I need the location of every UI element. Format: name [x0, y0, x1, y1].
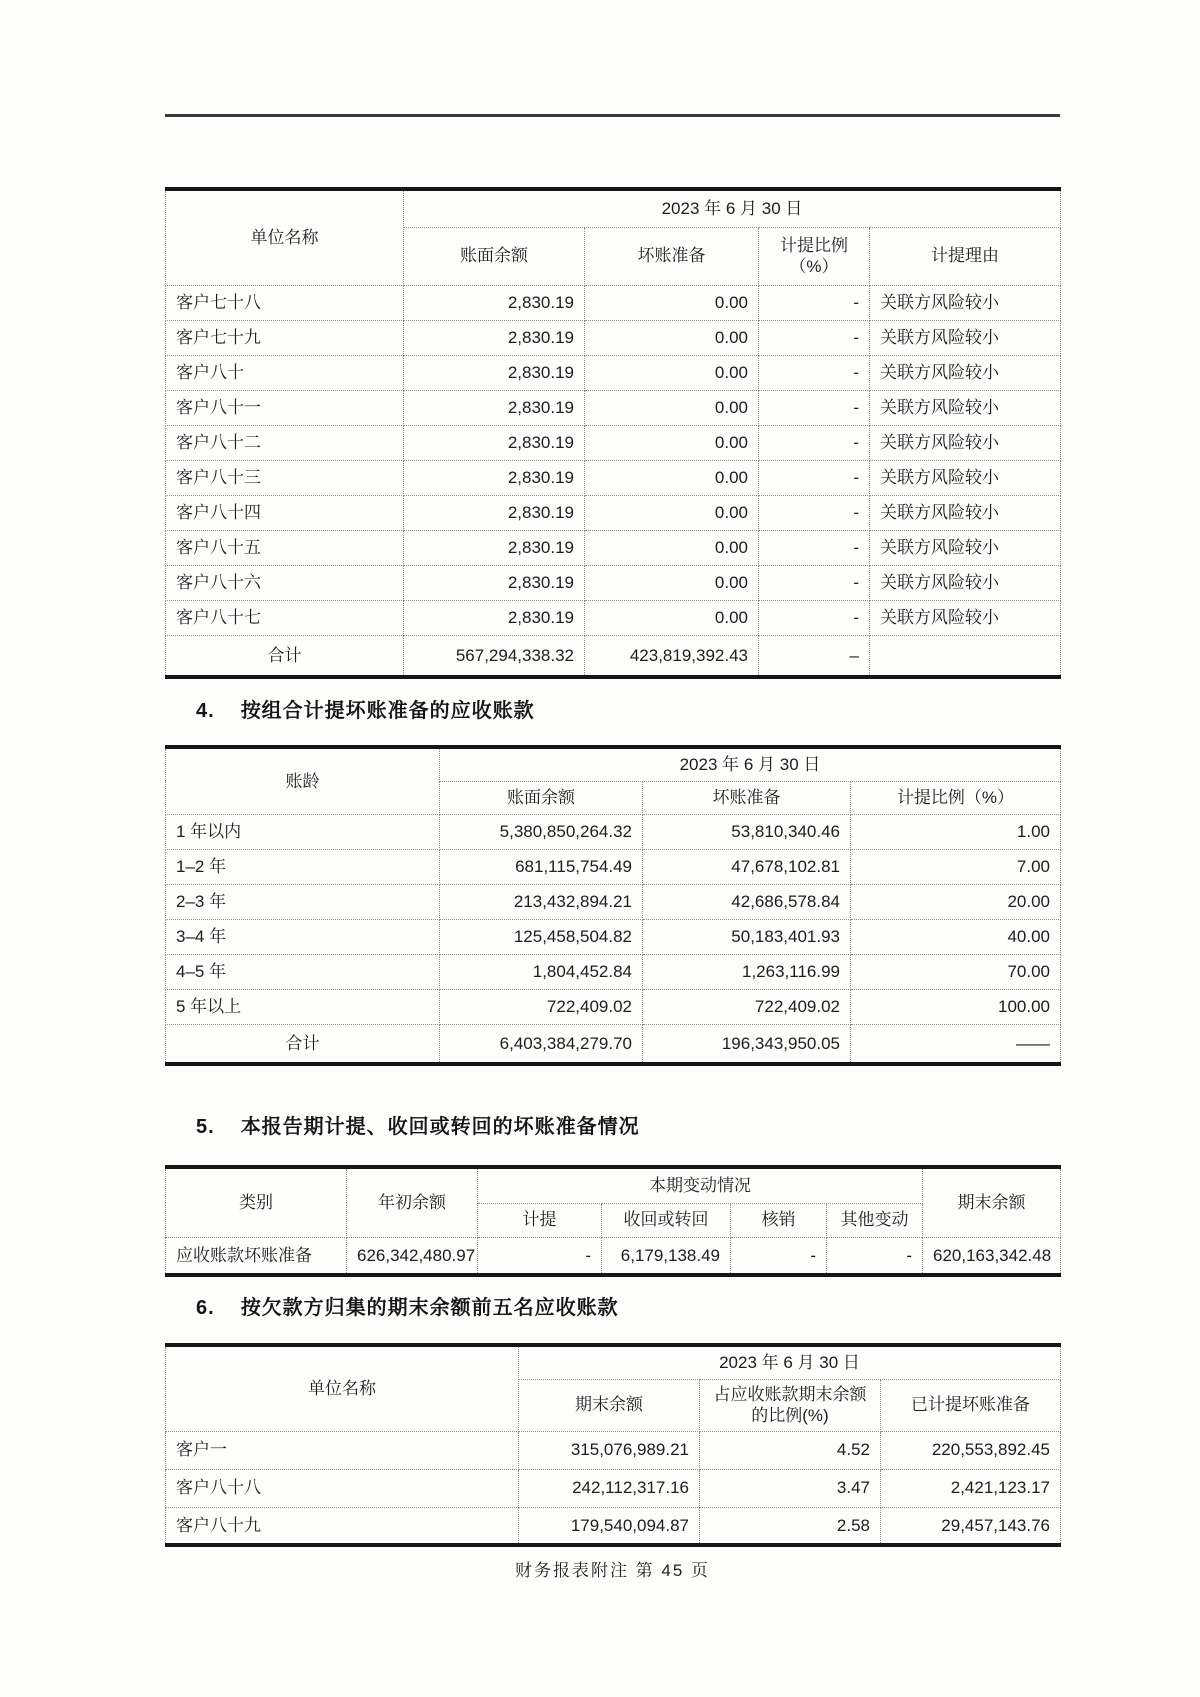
cell-aging: 4–5 年 [166, 954, 440, 989]
col-header-opening-balance: 年初余额 [347, 1167, 478, 1237]
table-row [166, 355, 1061, 390]
cell-closing-balance: 315,076,989.21 [519, 1431, 700, 1469]
cell-total-provision: 196,343,950.05 [643, 1024, 851, 1064]
table-row [166, 919, 1061, 954]
cell-customer-name: 客户八十八 [166, 1469, 519, 1507]
cell-book-balance: 2,830.19 [404, 530, 585, 565]
table-header-row [166, 747, 1061, 781]
cell-provision: 0.00 [585, 425, 759, 460]
cell-ratio: - [759, 530, 870, 565]
cell-provision: 53,810,340.46 [643, 814, 851, 849]
col-header-date: 2023 年 6 月 30 日 [404, 189, 1061, 227]
cell-category: 应收账款坏账准备 [166, 1237, 347, 1275]
col-header-provision-ratio: 计提比例 （%） [759, 227, 870, 285]
cell-reason: 关联方风险较小 [870, 425, 1061, 460]
cell-book-balance: 2,830.19 [404, 565, 585, 600]
cell-closing-balance: 620,163,342.48 [923, 1237, 1061, 1275]
table-total-row [166, 635, 1061, 677]
section-title: 本报告期计提、收回或转回的坏账准备情况 [240, 1116, 640, 1138]
table-row [166, 600, 1061, 635]
table-header-row [166, 1345, 1061, 1379]
cell-ratio: - [759, 355, 870, 390]
cell-book-balance: 2,830.19 [404, 600, 585, 635]
table-row [166, 495, 1061, 530]
cell-recover-reverse: 6,179,138.49 [602, 1237, 731, 1275]
table-row [166, 285, 1061, 320]
table-provision-by-aging [165, 745, 1061, 1066]
cell-aging: 1–2 年 [166, 849, 440, 884]
cell-ratio: - [759, 390, 870, 425]
cell-total-label: 合计 [166, 1024, 440, 1064]
cell-customer-name: 客户八十一 [166, 390, 404, 425]
table-row [166, 1507, 1061, 1545]
cell-provision: 0.00 [585, 355, 759, 390]
cell-total-ratio: —— [851, 1024, 1061, 1064]
cell-customer-name: 客户一 [166, 1431, 519, 1469]
cell-provision: 220,553,892.45 [881, 1431, 1061, 1469]
cell-book-balance: 722,409.02 [440, 989, 643, 1024]
cell-reason: 关联方风险较小 [870, 495, 1061, 530]
cell-customer-name: 客户八十六 [166, 565, 404, 600]
col-header-period-change-group: 本期变动情况 [478, 1167, 923, 1203]
cell-reason: 关联方风险较小 [870, 390, 1061, 425]
cell-customer-name: 客户七十九 [166, 320, 404, 355]
col-header-ratio-of-total: 占应收账款期末余额的比例(%) [700, 1379, 881, 1431]
table-row [166, 1237, 1061, 1275]
col-header-closing-balance: 期末余额 [923, 1167, 1061, 1237]
cell-customer-name: 客户八十四 [166, 495, 404, 530]
cell-provision: 0.00 [585, 600, 759, 635]
cell-book-balance: 1,804,452.84 [440, 954, 643, 989]
table-row [166, 530, 1061, 565]
section-heading-5 [196, 1110, 640, 1139]
table-row [166, 849, 1061, 884]
cell-provision: 0.00 [585, 495, 759, 530]
col-header-provision-ratio: 计提比例（%） [851, 781, 1061, 814]
col-header-bad-debt-provision: 坏账准备 [643, 781, 851, 814]
cell-aging: 3–4 年 [166, 919, 440, 954]
col-header-unit-name: 单位名称 [166, 189, 404, 285]
cell-writeoff: - [731, 1237, 827, 1275]
cell-provision: 0.00 [585, 460, 759, 495]
cell-provision: 0.00 [585, 320, 759, 355]
cell-total-provision: 423,819,392.43 [585, 635, 759, 677]
cell-total-book-balance: 6,403,384,279.70 [440, 1024, 643, 1064]
table-row [166, 565, 1061, 600]
section-number: 5. [196, 1116, 215, 1138]
col-header-other-change: 其他变动 [827, 1203, 923, 1237]
cell-reason: 关联方风险较小 [870, 600, 1061, 635]
page-footer: 财务报表附注 第 45 页 [514, 1561, 711, 1580]
cell-reason: 关联方风险较小 [870, 285, 1061, 320]
table-header-row [166, 1167, 1061, 1203]
col-header-recover-reverse: 收回或转回 [602, 1203, 731, 1237]
cell-provision: 50,183,401.93 [643, 919, 851, 954]
table-row [166, 1431, 1061, 1469]
section-number: 6. [196, 1297, 215, 1319]
cell-ratio: - [759, 495, 870, 530]
cell-ratio: 3.47 [700, 1469, 881, 1507]
col-header-provision-accrued: 已计提坏账准备 [881, 1379, 1061, 1431]
cell-ratio: 100.00 [851, 989, 1061, 1024]
cell-aging: 1 年以内 [166, 814, 440, 849]
col-header-category: 类别 [166, 1167, 347, 1237]
section-heading-6 [196, 1291, 619, 1320]
table-row [166, 390, 1061, 425]
cell-reason: 关联方风险较小 [870, 530, 1061, 565]
cell-ratio: 70.00 [851, 954, 1061, 989]
table-total-row [166, 1024, 1061, 1064]
cell-provision: 1,263,116.99 [643, 954, 851, 989]
cell-ratio: 40.00 [851, 919, 1061, 954]
table-row [166, 814, 1061, 849]
table-row [166, 320, 1061, 355]
cell-book-balance: 2,830.19 [404, 355, 585, 390]
cell-provision: 0.00 [585, 530, 759, 565]
cell-customer-name: 客户八十九 [166, 1507, 519, 1545]
cell-customer-name: 客户八十五 [166, 530, 404, 565]
cell-total-reason [870, 635, 1061, 677]
cell-provision: 47,678,102.81 [643, 849, 851, 884]
col-header-closing-balance: 期末余额 [519, 1379, 700, 1431]
cell-book-balance: 213,432,894.21 [440, 884, 643, 919]
page-header-rule [165, 114, 1060, 117]
cell-book-balance: 681,115,754.49 [440, 849, 643, 884]
cell-ratio: 2.58 [700, 1507, 881, 1545]
table-row [166, 460, 1061, 495]
cell-closing-balance: 179,540,094.87 [519, 1507, 700, 1545]
cell-book-balance: 2,830.19 [404, 390, 585, 425]
cell-book-balance: 5,380,850,264.32 [440, 814, 643, 849]
cell-reason: 关联方风险较小 [870, 355, 1061, 390]
cell-customer-name: 客户七十八 [166, 285, 404, 320]
cell-customer-name: 客户八十二 [166, 425, 404, 460]
cell-provision: 0.00 [585, 565, 759, 600]
table-row [166, 1469, 1061, 1507]
col-header-book-balance: 账面余额 [404, 227, 585, 285]
cell-aging: 2–3 年 [166, 884, 440, 919]
cell-provision: 42,686,578.84 [643, 884, 851, 919]
cell-book-balance: 2,830.19 [404, 495, 585, 530]
cell-ratio: 20.00 [851, 884, 1061, 919]
table-row [166, 989, 1061, 1024]
cell-book-balance: 2,830.19 [404, 320, 585, 355]
section-number: 4. [196, 700, 215, 722]
col-header-writeoff: 核销 [731, 1203, 827, 1237]
cell-provision: 0.00 [585, 285, 759, 320]
cell-accrual: - [478, 1237, 602, 1275]
cell-provision: 29,457,143.76 [881, 1507, 1061, 1545]
col-header-book-balance: 账面余额 [440, 781, 643, 814]
cell-book-balance: 2,830.19 [404, 460, 585, 495]
cell-ratio: - [759, 285, 870, 320]
cell-book-balance: 2,830.19 [404, 425, 585, 460]
cell-provision: 722,409.02 [643, 989, 851, 1024]
table-header-row [166, 189, 1061, 227]
col-header-aging: 账龄 [166, 747, 440, 814]
cell-reason: 关联方风险较小 [870, 460, 1061, 495]
cell-provision: 0.00 [585, 390, 759, 425]
cell-ratio: 7.00 [851, 849, 1061, 884]
cell-total-label: 合计 [166, 635, 404, 677]
cell-aging: 5 年以上 [166, 989, 440, 1024]
col-header-provision-reason: 计提理由 [870, 227, 1061, 285]
cell-ratio: - [759, 565, 870, 600]
cell-provision: 2,421,123.17 [881, 1469, 1061, 1507]
col-header-accrual: 计提 [478, 1203, 602, 1237]
cell-customer-name: 客户八十七 [166, 600, 404, 635]
cell-total-book-balance: 567,294,338.32 [404, 635, 585, 677]
table-row [166, 954, 1061, 989]
cell-reason: 关联方风险较小 [870, 565, 1061, 600]
table-row [166, 884, 1061, 919]
cell-book-balance: 2,830.19 [404, 285, 585, 320]
cell-other-change: - [827, 1237, 923, 1275]
cell-ratio: - [759, 320, 870, 355]
table-provision-movement [165, 1165, 1061, 1277]
cell-ratio: - [759, 460, 870, 495]
cell-ratio: 1.00 [851, 814, 1061, 849]
cell-opening-balance: 626,342,480.97 [347, 1237, 478, 1275]
section-title: 按欠款方归集的期末余额前五名应收账款 [240, 1297, 619, 1319]
cell-ratio: 4.52 [700, 1431, 881, 1469]
cell-ratio: - [759, 425, 870, 460]
table-top-five-receivables [165, 1343, 1061, 1547]
section-heading-4 [196, 694, 535, 723]
table-related-party-provision [165, 187, 1061, 679]
cell-reason: 关联方风险较小 [870, 320, 1061, 355]
cell-book-balance: 125,458,504.82 [440, 919, 643, 954]
col-header-unit-name: 单位名称 [166, 1345, 519, 1431]
table-row [166, 425, 1061, 460]
cell-ratio: - [759, 600, 870, 635]
col-header-date: 2023 年 6 月 30 日 [519, 1345, 1061, 1379]
cell-customer-name: 客户八十 [166, 355, 404, 390]
cell-total-ratio: – [759, 635, 870, 677]
col-header-bad-debt-provision: 坏账准备 [585, 227, 759, 285]
cell-customer-name: 客户八十三 [166, 460, 404, 495]
col-header-date: 2023 年 6 月 30 日 [440, 747, 1061, 781]
cell-closing-balance: 242,112,317.16 [519, 1469, 700, 1507]
section-title: 按组合计提坏账准备的应收账款 [240, 700, 535, 722]
